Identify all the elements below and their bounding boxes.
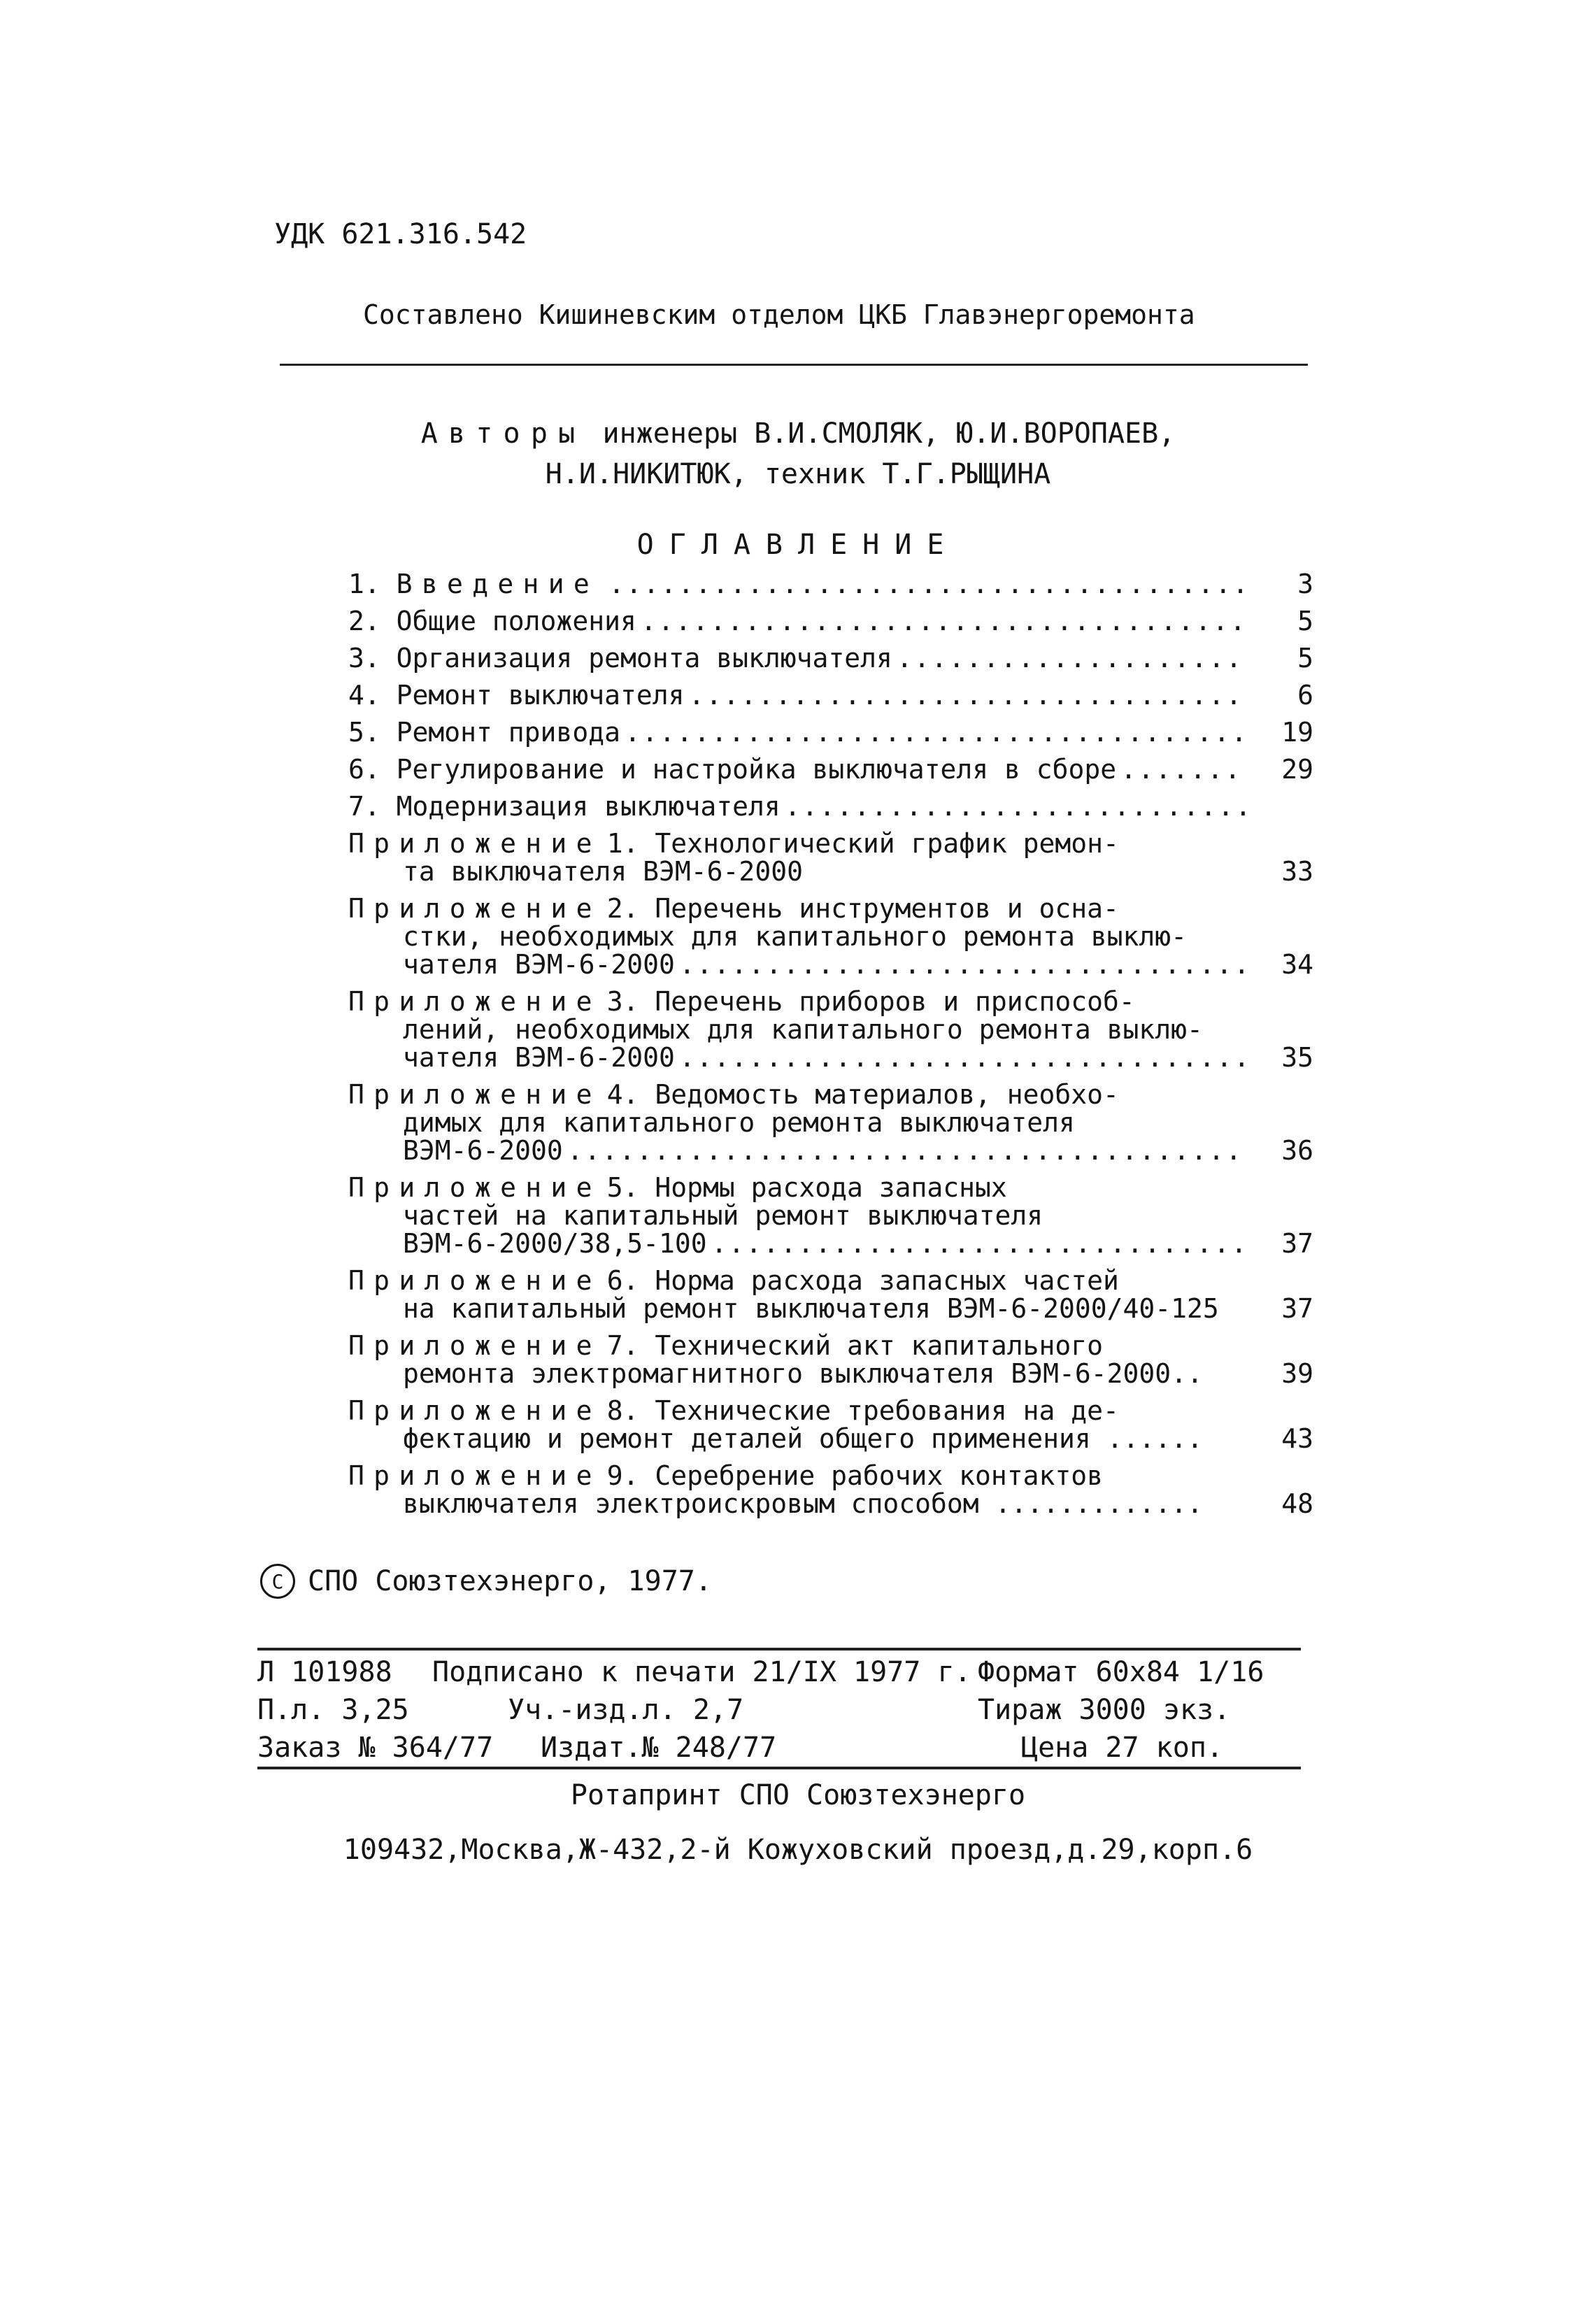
toc-title-text: Ремонт привода <box>396 717 620 748</box>
toc-title-text: Общие положения <box>396 606 636 636</box>
imprint-top-rule <box>257 1648 1301 1651</box>
appendix-label: Приложение <box>348 1395 601 1426</box>
imprint-circulation: Тираж 3000 экз. <box>978 1694 1231 1726</box>
toc-title-text: Организация ремонта выключателя <box>396 643 892 673</box>
imprint-price: Цена 27 коп. <box>1021 1732 1223 1764</box>
appendix-label: Приложение <box>348 1265 601 1296</box>
toc-num: 7. <box>348 791 380 822</box>
authors-line-1 <box>0 413 1596 455</box>
copyright-icon: C <box>260 1564 295 1599</box>
appendix-item[interactable] <box>348 1174 1313 1257</box>
appendix-line: фектацию и ремонт деталей общего применения ...... <box>403 1423 1203 1454</box>
appendix-item[interactable] <box>348 1081 1313 1164</box>
toc-item[interactable] <box>348 792 1313 820</box>
appendix-line: ВЭМ-6-2000 <box>403 1135 563 1166</box>
appendix-line: чателя ВЭМ-6-2000 <box>403 1042 675 1073</box>
appendix-line: ремонта электромагнитного выключателя ВЭМ-6-2000.. <box>403 1358 1203 1389</box>
toc-num: 5. <box>348 717 380 748</box>
appendix-label: Приложение <box>348 893 601 924</box>
authors-label: Авторы <box>420 418 586 450</box>
appendix-page: 39 <box>1281 1358 1313 1389</box>
appendix-line: 2. Перечень инструментов и осна- <box>606 893 1119 924</box>
table-of-contents <box>348 570 1313 1518</box>
top-divider <box>280 364 1308 366</box>
toc-page: 5 <box>1297 606 1313 636</box>
toc-item[interactable] <box>348 681 1313 709</box>
appendix-item[interactable] <box>348 1332 1313 1388</box>
appendix-line: та выключателя ВЭМ-6-2000 <box>403 856 803 887</box>
appendix-page: 37 <box>1281 1293 1313 1324</box>
toc-item[interactable] <box>348 570 1313 598</box>
printer-address: 109432,Москва,Ж-432,2-й Кожуховский проезд,д.29,корп.6 <box>343 1834 1253 1866</box>
toc-page: 6 <box>1297 680 1313 711</box>
toc-page: 5 <box>1297 643 1313 673</box>
imprint-row-2 <box>257 1694 1301 1729</box>
compiled-by-note: Составлено Кишиневским отделом ЦКБ Главэнергоремонта <box>363 299 1195 330</box>
toc-item[interactable] <box>348 755 1313 783</box>
toc-page: 19 <box>1281 717 1313 748</box>
appendix-label: Приложение <box>348 828 601 859</box>
copyright-text: СПО Союзтехэнерго, 1977. <box>308 1565 712 1597</box>
appendix-line: лений, необходимых для капитального ремонта выклю- <box>403 1014 1203 1045</box>
authors-names-1: инженеры В.И.СМОЛЯК, Ю.И.ВОРОПАЕВ, <box>602 418 1176 450</box>
appendix-item[interactable] <box>348 894 1313 978</box>
appendix-item[interactable] <box>348 1397 1313 1453</box>
printer-name: Ротапринт СПО Союзтехэнерго <box>570 1779 1026 1811</box>
appendix-item[interactable] <box>348 988 1313 1071</box>
imprint-format: Формат 60х84 1/16 <box>978 1656 1264 1688</box>
appendix-line: 1. Технологический график ремон- <box>606 828 1119 859</box>
appendix-line: 6. Норма расхода запасных частей <box>606 1265 1119 1296</box>
appendix-page: 33 <box>1281 856 1313 887</box>
appendix-page: 37 <box>1281 1228 1313 1259</box>
appendix-line: выключателя электроискровым способом ............. <box>403 1488 1203 1519</box>
imprint-bottom-rule <box>257 1767 1301 1769</box>
appendix-line: 8. Технические требования на де- <box>606 1395 1119 1426</box>
toc-num: 3. <box>348 643 380 673</box>
appendix-line: чателя ВЭМ-6-2000 <box>403 949 675 980</box>
imprint-signed: Подписано к печати 21/IX 1977 г. <box>432 1656 971 1688</box>
appendix-line: 5. Нормы расхода запасных <box>606 1172 1007 1203</box>
appendix-line: ВЭМ-6-2000/38,5-100 <box>403 1228 707 1259</box>
authors-names-2: Н.И.НИКИТЮК, техник Т.Г.РЫЩИНА <box>545 458 1051 490</box>
toc-num: 6. <box>348 754 380 785</box>
appendix-item[interactable] <box>348 1462 1313 1518</box>
appendix-line: 7. Технический акт капитального <box>606 1330 1103 1361</box>
appendix-page: 35 <box>1281 1042 1313 1073</box>
imprint-print-sheets: П.л. 3,25 <box>257 1694 409 1726</box>
imprint-row-1 <box>257 1656 1301 1691</box>
appendix-item[interactable] <box>348 829 1313 885</box>
toc-item[interactable] <box>348 718 1313 746</box>
toc-title-text: Регулирование и настройка выключателя в сборе <box>396 754 1117 785</box>
toc-num: 2. <box>348 606 380 636</box>
toc-page: 3 <box>1297 569 1313 599</box>
imprint-edition: Издат.№ 248/77 <box>541 1732 777 1764</box>
imprint-row-3 <box>257 1732 1301 1767</box>
appendix-label: Приложение <box>348 1172 601 1203</box>
appendix-line: 9. Серебрение рабочих контактов <box>606 1460 1103 1491</box>
appendix-line: димых для капитального ремонта выключателя <box>403 1107 1075 1138</box>
toc-num: 4. <box>348 680 380 711</box>
appendix-page: 34 <box>1281 949 1313 980</box>
toc-page: 29 <box>1281 754 1313 785</box>
toc-item[interactable] <box>348 607 1313 635</box>
appendix-line: 3. Перечень приборов и приспособ- <box>606 986 1135 1017</box>
udk-code: УДК 621.316.542 <box>274 218 527 250</box>
imprint-l-number: Л 101988 <box>257 1656 392 1688</box>
toc-item[interactable] <box>348 644 1313 672</box>
appendix-line: стки, необходимых для капитального ремонта выклю- <box>403 921 1188 952</box>
toc-num: 1. <box>348 569 380 599</box>
toc-title: ОГЛАВЛЕНИЕ <box>636 529 960 561</box>
toc-title-text: Модернизация выключателя <box>396 791 781 822</box>
appendix-label: Приложение <box>348 1330 601 1361</box>
appendix-page: 48 <box>1281 1488 1313 1519</box>
appendix-page: 36 <box>1281 1135 1313 1166</box>
toc-title-text: Введение <box>396 569 599 599</box>
imprint-acc-sheets: Уч.-изд.л. 2,7 <box>508 1694 744 1726</box>
copyright-line <box>260 1564 712 1599</box>
toc-title-text: Ремонт выключателя <box>396 680 685 711</box>
appendix-label: Приложение <box>348 986 601 1017</box>
appendix-line: частей на капитальный ремонт выключателя <box>403 1200 1043 1231</box>
appendix-line: на капитальный ремонт выключателя ВЭМ-6-2000/40-125 <box>403 1293 1219 1324</box>
imprint-order: Заказ № 364/77 <box>257 1732 494 1764</box>
appendix-label: Приложение <box>348 1079 601 1110</box>
appendix-page: 43 <box>1281 1423 1313 1454</box>
appendix-line: 4. Ведомость материалов, необхо- <box>606 1079 1119 1110</box>
appendix-label: Приложение <box>348 1460 601 1491</box>
appendix-item[interactable] <box>348 1267 1313 1323</box>
